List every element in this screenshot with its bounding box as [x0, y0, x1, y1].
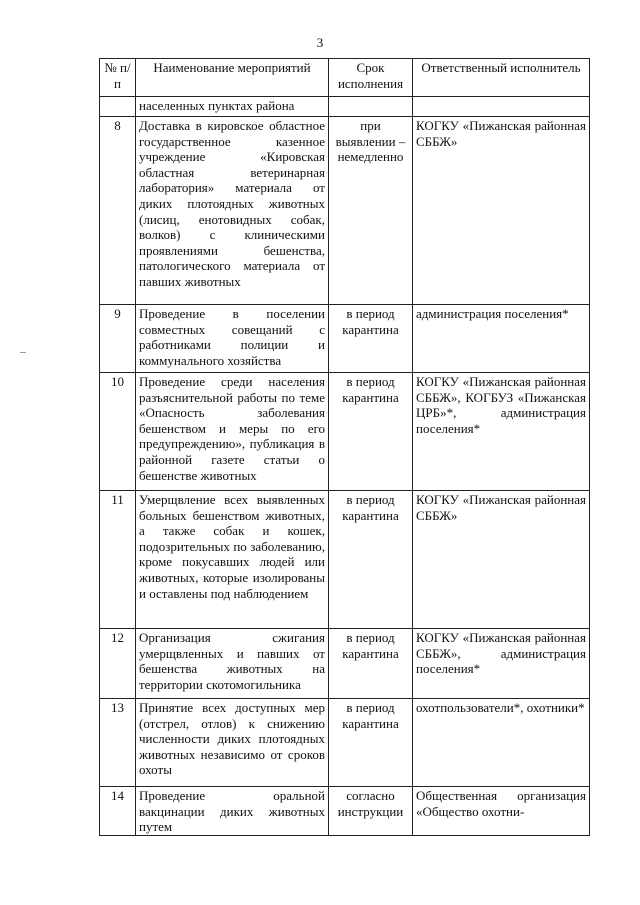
- row-name: Доставка в кировское областное государственное казенное учреждение «Кировская областная ветеринарная лаборатория» материала от диких плотоядных животных (лисиц, енотовидных собак, волков) с клиническими проявлениями бешенства, патологического материала от павших животных: [136, 117, 329, 305]
- row-responsible: Общественная организация «Общество охотни-: [413, 787, 590, 836]
- row-responsible: КОГКУ «Пижанская районная СББЖ»: [413, 117, 590, 305]
- table-header-row: [100, 59, 590, 97]
- row-name: населенных пунктах района: [136, 97, 329, 117]
- row-name: Организация сжигания умерщвленных и павших от бешенства животных на территории скотомогильника: [136, 629, 329, 699]
- row-name: Проведение в поселении совместных совещаний с работниками полиции и коммунального хозяйства: [136, 305, 329, 373]
- table-row-8: [100, 117, 590, 305]
- row-name: Проведение среди населения разъяснительной работы по теме «Опасность заболевания бешенством и меры по его предупреждению», публикация в районной газете статьи о бешенстве животных: [136, 373, 329, 491]
- row-num: 11: [100, 491, 136, 629]
- row-name: Принятие всех доступных мер (отстрел, отлов) к снижению численности диких плотоядных животных независимо от сроков охоты: [136, 699, 329, 787]
- row-num: 14: [100, 787, 136, 836]
- row-term: [329, 97, 413, 117]
- row-term: в период карантина: [329, 491, 413, 629]
- row-term: в период карантина: [329, 305, 413, 373]
- table-row-14: [100, 787, 590, 836]
- row-name: Умерщвление всех выявленных больных бешенством животных, а также собак и кошек, подозрительных по заболеванию, кроме покусавших людей или животных, которые изолированы и оставлены под наблюдением: [136, 491, 329, 629]
- row-num: 12: [100, 629, 136, 699]
- row-term: согласно инструкции: [329, 787, 413, 836]
- table-row-continuation: [100, 97, 590, 117]
- table-row-13: [100, 699, 590, 787]
- header-term: Срок исполнения: [329, 59, 413, 97]
- page-number: 3: [316, 35, 324, 50]
- row-num: [100, 97, 136, 117]
- table-row-9: [100, 305, 590, 373]
- table-row-11: [100, 491, 590, 629]
- row-name: Проведение оральной вакцинации диких животных путем: [136, 787, 329, 836]
- measures-table: [99, 58, 590, 836]
- row-term: в период карантина: [329, 699, 413, 787]
- row-num: 13: [100, 699, 136, 787]
- header-name: Наименование мероприятий: [136, 59, 329, 97]
- row-responsible: КОГКУ «Пижанская районная СББЖ», КОГБУЗ «Пижанская ЦРБ»*, администрация поселения*: [413, 373, 590, 491]
- table-row-10: [100, 373, 590, 491]
- row-responsible: охотпользователи*, охотники*: [413, 699, 590, 787]
- row-term: в период карантина: [329, 373, 413, 491]
- row-responsible: администрация поселения*: [413, 305, 590, 373]
- margin-mark: [20, 352, 26, 353]
- table-row-12: [100, 629, 590, 699]
- row-term: при выявлении – немедленно: [329, 117, 413, 305]
- row-term: в период карантина: [329, 629, 413, 699]
- row-num: 8: [100, 117, 136, 305]
- row-num: 9: [100, 305, 136, 373]
- row-responsible: КОГКУ «Пижанская районная СББЖ», администрация поселения*: [413, 629, 590, 699]
- row-num: 10: [100, 373, 136, 491]
- header-num: № п/п: [100, 59, 136, 97]
- header-responsible: Ответственный исполнитель: [413, 59, 590, 97]
- row-responsible: [413, 97, 590, 117]
- row-responsible: КОГКУ «Пижанская районная СББЖ»: [413, 491, 590, 629]
